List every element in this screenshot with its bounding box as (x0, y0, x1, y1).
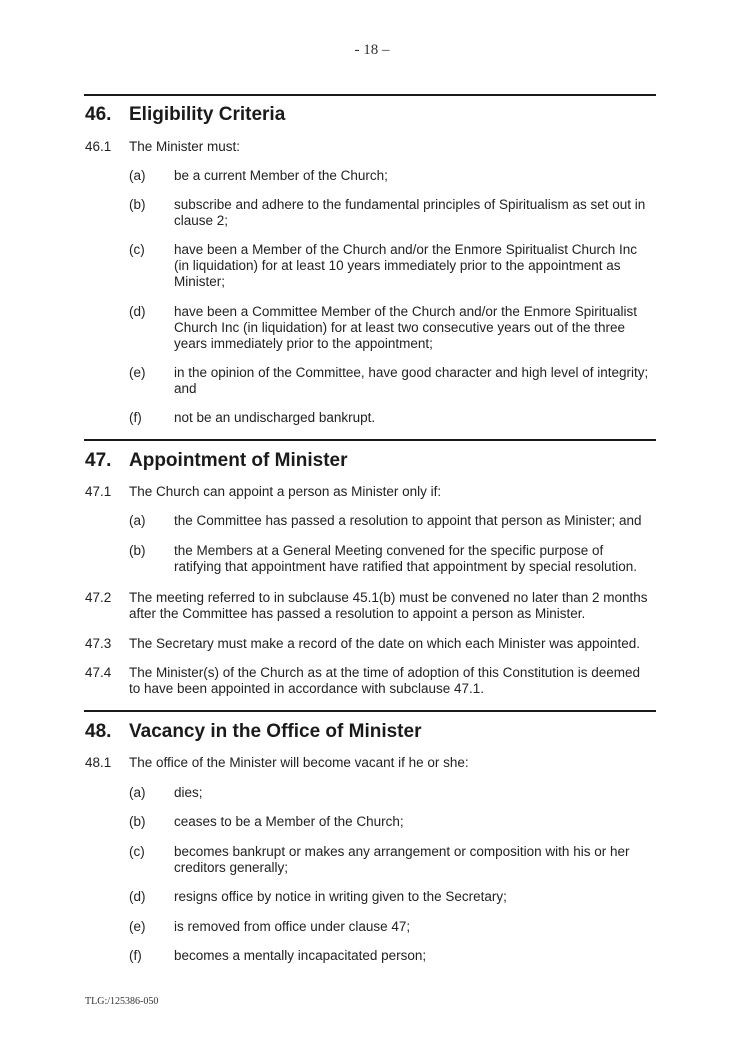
list-item (129, 785, 651, 801)
section-divider (84, 94, 656, 96)
item-text: the Committee has passed a resolution to appoint that person as Minister; and (174, 513, 642, 528)
clause-48-1 (85, 755, 651, 771)
item-label: (a) (129, 785, 146, 800)
item-text: resigns office by notice in writing given to the Secretary; (174, 889, 507, 904)
item-label: (c) (129, 844, 145, 859)
item-label: (a) (129, 513, 146, 528)
clause-text: The Church can appoint a person as Minister only if: (129, 484, 442, 499)
document-reference: TLG:/125386-050 (85, 996, 159, 1007)
section-heading-47 (85, 450, 347, 472)
section-number: 47. (85, 450, 112, 471)
clause-text: The Secretary must make a record of the date on which each Minister was appointed. (129, 636, 641, 651)
clause-number: 47.2 (85, 590, 112, 605)
clause-number: 47.4 (85, 665, 112, 680)
item-label: (e) (129, 919, 146, 934)
section-heading-48 (85, 721, 421, 743)
clause-text: The meeting referred to in subclause 45.1(b) must be convened no later than 2 months after the Committee has passed a resolution to appoint a person as Minister. (129, 590, 648, 621)
section-title: Vacancy in the Office of Minister (129, 721, 422, 742)
clause-number: 47.3 (85, 636, 112, 651)
item-text: the Members at a General Meeting convened for the specific purpose of ratifying that appointment have ratified that appointment by special resolution. (174, 543, 638, 574)
item-text: in the opinion of the Committee, have good character and high level of integrity; and (174, 365, 649, 396)
section-heading-46 (85, 104, 285, 126)
item-text: becomes a mentally incapacitated person; (174, 948, 427, 963)
page-number: - 18 – (354, 42, 390, 58)
list-item (129, 197, 651, 229)
item-text: subscribe and adhere to the fundamental principles of Spiritualism as set out in clause 2; (174, 197, 646, 228)
list-item (129, 513, 651, 529)
item-text: have been a Member of the Church and/or the Enmore Spiritualist Church Inc (in liquidation) for at least 10 years immediately prior to the appointment as Minister; (174, 242, 637, 289)
section-title: Appointment of Minister (129, 450, 348, 471)
list-item (129, 919, 651, 935)
item-text: not be an undischarged bankrupt. (174, 410, 376, 425)
item-label: (c) (129, 242, 145, 257)
item-label: (a) (129, 168, 146, 183)
section-number: 48. (85, 721, 112, 742)
list-item (129, 814, 651, 830)
item-text: becomes bankrupt or makes any arrangement or composition with his or her creditors generally; (174, 844, 630, 875)
clause-47-4 (85, 665, 651, 697)
section-number: 46. (85, 104, 112, 125)
list-item (129, 948, 651, 964)
list-item (129, 242, 651, 290)
item-label: (b) (129, 543, 146, 558)
clause-46-1 (85, 139, 651, 155)
clause-text: The Minister must: (129, 139, 241, 154)
list-item (129, 304, 651, 352)
list-item (129, 543, 651, 575)
clause-text: The office of the Minister will become vacant if he or she: (129, 755, 469, 770)
item-label: (d) (129, 889, 146, 904)
clause-text: The Minister(s) of the Church as at the time of adoption of this Constitution is deemed to have been appointed in accordance with subclause 47.1. (129, 665, 641, 696)
item-text: dies; (174, 785, 203, 800)
item-text: is removed from office under clause 47; (174, 919, 411, 934)
item-text: have been a Committee Member of the Church and/or the Enmore Spiritualist Church Inc (in liquidation) for at least two consecutive years out of the three years immediately prior to the appointment; (174, 304, 637, 351)
item-label: (e) (129, 365, 146, 380)
item-label: (f) (129, 410, 142, 425)
list-item (129, 889, 651, 905)
item-text: ceases to be a Member of the Church; (174, 814, 404, 829)
clause-47-1 (85, 484, 651, 500)
clause-number: 47.1 (85, 484, 112, 499)
item-label: (d) (129, 304, 146, 319)
item-text: be a current Member of the Church; (174, 168, 388, 183)
section-divider (84, 710, 656, 712)
list-item (129, 365, 651, 397)
list-item (129, 168, 651, 184)
section-divider (84, 439, 656, 441)
clause-number: 48.1 (85, 755, 112, 770)
clause-47-2 (85, 590, 651, 622)
list-item (129, 410, 651, 426)
item-label: (f) (129, 948, 142, 963)
clause-47-3 (85, 636, 651, 652)
list-item (129, 844, 651, 876)
item-label: (b) (129, 197, 146, 212)
item-label: (b) (129, 814, 146, 829)
clause-number: 46.1 (85, 139, 112, 154)
section-title: Eligibility Criteria (129, 104, 286, 125)
